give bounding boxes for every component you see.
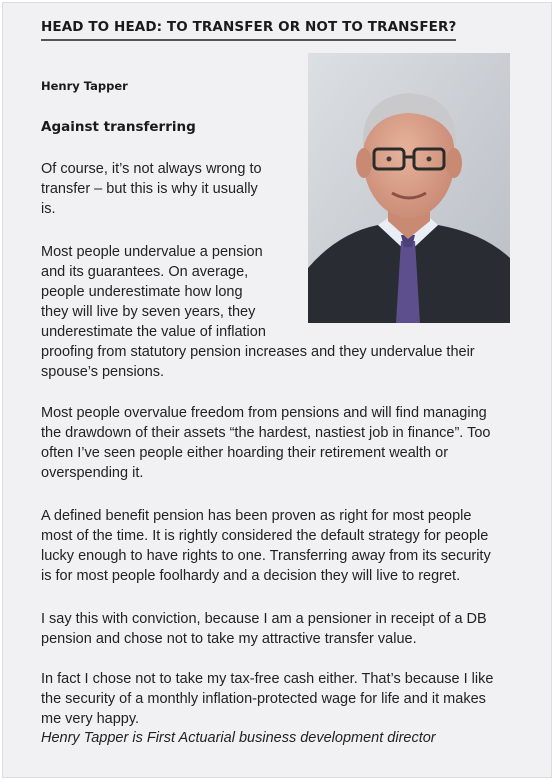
paragraph-6 [41, 669, 521, 729]
text-line: overspending it. [41, 465, 144, 481]
stance-heading: Against transferring [41, 119, 196, 135]
text-line: people underestimate how long [41, 284, 243, 300]
text-line: they will live by seven years, they [41, 304, 256, 320]
text-line: A defined benefit pension has been proven as right for most people [41, 508, 472, 524]
text-line: Most people undervalue a pension [41, 244, 263, 260]
text-line: is for most people foolhardy and a decision they will live to regret. [41, 568, 461, 584]
text-line: most of the time. It is rightly considered the default strategy for people [41, 528, 489, 544]
paragraph-2 [41, 242, 521, 382]
paragraph-3 [41, 403, 521, 483]
text-line: pension and chose not to take my attractive transfer value. [41, 631, 417, 647]
text-line: the drawdown of their assets “the hardest, nastiest job in finance”. Too [41, 425, 491, 441]
text-line: transfer – but this is why it usually [41, 181, 258, 197]
text-line: lucky enough to have rights to one. Transferring away from its security [41, 548, 491, 564]
text-line: proofing from statutory pension increases and they undervalue their [41, 344, 475, 360]
paragraph-5 [41, 609, 521, 649]
text-line: and its guarantees. On average, [41, 264, 249, 280]
text-line: Of course, it’s not always wrong to [41, 161, 262, 177]
text-line: the security of a monthly inflation-protected wage for life and it makes [41, 691, 486, 707]
text-line: often I’ve seen people either hoarding their retirement wealth or [41, 445, 449, 461]
article-header: HEAD TO HEAD: TO TRANSFER OR NOT TO TRANSFER? [41, 19, 456, 41]
text-line: spouse’s pensions. [41, 364, 165, 380]
paragraph-1 [41, 159, 291, 219]
text-line: I say this with conviction, because I am a pensioner in receipt of a DB [41, 611, 487, 627]
text-line: me very happy. [41, 711, 140, 727]
text-line: is. [41, 201, 56, 217]
text-line: Most people overvalue freedom from pensions and will find managing [41, 405, 487, 421]
text-line: In fact I chose not to take my tax-free cash either. That’s because I like [41, 671, 494, 687]
article-panel [2, 2, 552, 778]
paragraph-4 [41, 506, 521, 586]
text-line: underestimate the value of inflation [41, 324, 266, 340]
author-byline: Henry Tapper is First Actuarial business development director [41, 730, 436, 746]
author-name: Henry Tapper [41, 79, 128, 93]
